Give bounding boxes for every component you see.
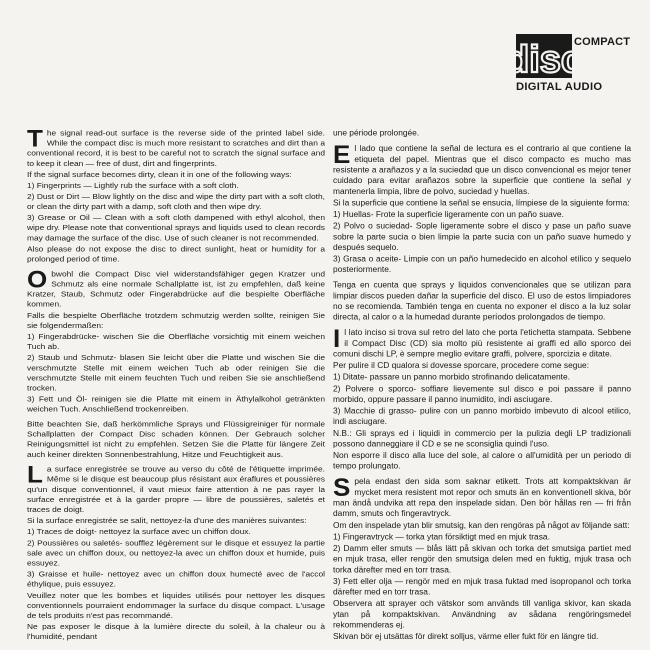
french-intro: La surface enregistrée se trouve au verso du côté de l'étiquette imprimée. Même si le disque est beaucoup plus résistant aux éraflures et poussières qu'un disque conventionnel, il vaut mieux faire attention à ne pas rayer la surface enregistrée et à la garder propre — libre de poussières, saletés et traces de doigt. — [27, 460, 325, 514]
italian-note: N.B.: Gli sprays ed i liquidi in commercio per la pulizia degli LP tradizionali possono danneggiare il CD e se ne sconsiglia quindi l'uso. — [333, 428, 631, 449]
english-step-grease: 3) Grease or Oil — Clean with a soft cloth dampened with ethyl alcohol, then wipe dry. Please note that conventional sprays and liquids used to clean records may damage the surface of the disc. Use of such cleaner is not recommended. — [27, 212, 325, 243]
italian-step-dust: 2) Polvere o sporco- soffiare lievemente sul disco e poi passare il panno morbido, oppure passare il panno inumidito, indi asciugare. — [333, 383, 631, 404]
italian-instructions: Per pulire il CD qualora si dovesse sporcare, procedere come segue: — [333, 360, 590, 370]
english-warning: Also please do not expose the disc to direct sunlight, heat or humidity for a prolonged period of time. — [27, 244, 325, 264]
french-step-dust: 2) Poussières ou saletés- soufflez légèrement sur le disque et essuyez la partie sale avec un chiffon doux, ou nettoyez-la avec un chiffon doux et humide, puis essuyez. — [27, 537, 325, 568]
disc-wordmark: disc — [505, 39, 583, 81]
italian-warning: Non esporre il disco alla luce del sole, al calore o all'umidità per un periodo di tempo prolungato. — [333, 450, 631, 471]
compact-label: COMPACT — [574, 36, 631, 48]
swedish-instructions: Om den inspelade ytan blir smutsig, kan den rengöras på något av följande satt: — [333, 520, 630, 530]
german-intro: Obwohl die Compact Disc viel widerstandsfähiger gegen Kratzer und Schmutz als eine normale Schallplatte ist, ist zu empfehlen, daß keine Kratzer, Staub, Schmutz oder Fingerabdrücke auf die bespielte Oberfläche kommen. — [27, 265, 325, 309]
digital-audio-label: DIGITAL AUDIO — [516, 81, 603, 93]
french-warning-continued: une période prolongée. — [333, 128, 420, 138]
german-step-fingerprints: 1) Fingerabdrücke- wischen Sie die Oberfläche vorsichtig mit einem weichen Tuch ab. — [27, 331, 325, 351]
swedish-step-grease: 3) Fett eller olja — rengör med en mjuk trasa fuktad med isopropanol och torka därefter med en torr trasa. — [333, 576, 631, 597]
english-instructions: If the signal surface becomes dirty, clean it in one of the following ways: — [27, 169, 292, 179]
right-column — [333, 128, 631, 642]
german-step-dust: 2) Staub und Schmutz- blasen Sie leicht über die Platte und wischen Sie die verschmutzte Stelle mit einem weichen Tuch ab oder reinigen Sie die verschmutzte Stelle mit einem feuchten Tuch und reiben Sie sie anschließend trocken. — [27, 352, 325, 393]
french-note: Veuillez noter que les bombes et liquides utilisés pour nettoyer les disques conventionnels pourraient endommager la surface du disque compact. L'usage de tels produits n'est pas recommandé. — [27, 590, 325, 620]
english-intro: The signal read-out surface is the reverse side of the printed label side. While the compact disc is much more resistant to scratches and dirt than a conventional record, it is best to be careful not to scratch the signal surface and to keep it clean — free of dust, dirt and fingerprints. — [27, 124, 325, 168]
german-warning: Bitte beachten Sie, daß herkömmliche Sprays und Flüssigreiniger für normale Schallplatten der Compact Disc schaden können. Der Gebrauch solcher Reinigungsmittel ist nicht zu empfehlen. Setzen Sie die Platte für längere Zeit auch keiner direkten Sonnenbestrahlung, Hitze und Feuchtigkeit aus. — [27, 419, 325, 459]
swedish-intro: Spela endast den sida som saknar etikett. Trots att kompaktskivan är mycket mera resistent mot repor och smuts än en konventionell skiva, bör man ändå undvika att repa den inspelade sidan. Den bör hållas ren — fri från damm, smuts och fingeravtryck. — [333, 472, 631, 519]
compact-disc-logo — [505, 34, 634, 96]
german-step-grease: 3) Fett und Öl- reinigen sie die Platte mit einem in Äthylalkohol getränkten weichen Tuch. Anschließend trockenreiben. — [27, 394, 325, 414]
left-column — [27, 124, 325, 642]
french-step-fingerprints: 1) Traces de doigt- nettoyez la surface avec un chiffon doux. — [27, 526, 251, 537]
english-step-fingerprints: 1) Fingerprints — Lightly rub the surface with a soft cloth. — [27, 180, 239, 190]
swedish-note: Observera att sprayer och vätskor som används till vanliga skivor, kan skada ytan på kompaktskivan. Användning av sådana rengöringsmedel rekommenderas ej. — [333, 598, 631, 630]
italian-step-fingerprints: 1) Ditate- passare un panno morbido strofinando delicatamente. — [333, 371, 570, 382]
french-warning: Ne pas exposer le disque à la lumière directe du soleil, à la chaleur ou à l'humidité, pendant — [27, 621, 325, 642]
swedish-warning: Skivan bör ej utsättas för direkt solljus, värme eller fukt för en längre tid. — [333, 631, 599, 642]
french-instructions: Si la surface enregistrée se salit, nettoyez-la d'une des manières suivantes: — [27, 515, 307, 526]
italian-step-grease: 3) Macchie di grasso- pulire con un panno morbido imbevuto di alcool etilico, indi asciugare. — [333, 405, 631, 427]
swedish-step-fingerprints: 1) Fingeravtryck — torka ytan försiktigt med en mjuk trasa. — [333, 531, 550, 542]
spanish-step-fingerprints: 1) Huellas- Frote la superficie ligeramente con un paño suave. — [333, 209, 564, 219]
french-step-grease: 3) Graisse et huile- nettoyez avec un chiffon doux humecté avec de l'accol éthylique, puis essuyez. — [27, 569, 325, 589]
swedish-step-dust: 2) Damm eller smuts — blås lätt på skivan och torka det smutsiga partiet med en mjuk trasa, eller rengör den smutsiga delen med en fuktig, mjuk trasa och torka därefter med en torr trasa. — [333, 543, 631, 575]
disc-logo-wordmark — [505, 34, 583, 81]
spanish-warning: Tenga en cuenta que sprays y liquidos convencionales que se utilizan para limpiar discos pueden dañar la superficie del disco. El uso de estos limpiadores no se recomienda. También tenga en cuenta no exponer el disco a la luz solar directa, al calor o a la humedad durante períodos prolongados de tiempo. — [333, 279, 631, 322]
spanish-intro: El lado que contiene la señal de lectura es el contrario al que contiene la etiqueta del papel. Mientras que el disco compacto es mucho mas resistente a arañazos y a la suciedad que un disco convencional es mejor tener cuidado para evitar arañazos sobre la superficie que contiene la señal y mantenerla limpia, libre de polvo, suciedad y huellas. — [333, 139, 631, 196]
german-instructions: Falls die bespielte Oberfläche trotzdem schmutzig werden sollte, reinigen Sie sie folgendermaßen: — [27, 310, 325, 330]
english-step-dust: 2) Dust or Dirt — Blow lightly on the disc and wipe the dirty part with a soft cloth, or clean the dirty part with a damp, soft cloth and then wipe dry. — [27, 191, 325, 211]
italian-intro: Il lato inciso si trova sul retro del lato che porta l'etichetta stampata. Sebbene il Compact Disc (CD) sia molto più resistente ai graffi ed allo sporco dei comuni dischi LP, è sempre meglio evitare graffi, polvere, sporcizia e ditate. — [333, 323, 631, 359]
spanish-step-grease: 3) Grasa o aceite- Limpie con un paño humedecido en alcohol etílico y sequelo posteriormente. — [333, 253, 631, 275]
spanish-step-dust: 2) Polvo o suciedad- Sople ligeramente sobre el disco y pase un paño suave sobre la parte sucia o bien limpie la parte sucia con un paño suave humedo y después sequelo. — [333, 220, 631, 252]
spanish-instructions: Si la superficie que contiene la señal se ensucia, límpiese de la siguiente forma: — [333, 197, 630, 208]
